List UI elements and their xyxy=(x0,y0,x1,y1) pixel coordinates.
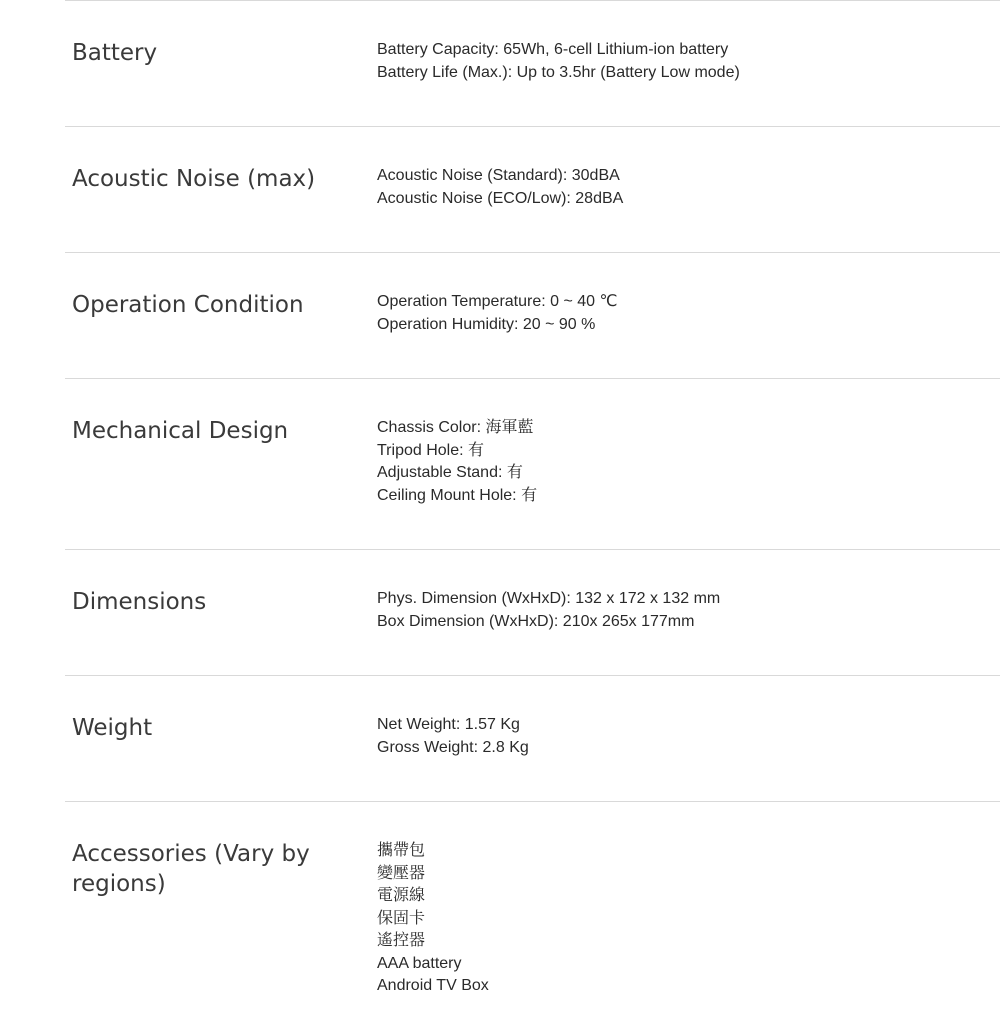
spec-value: Ceiling Mount Hole: 有 xyxy=(377,486,538,504)
spec-value: 電源線 xyxy=(377,887,426,904)
spec-value: Battery Capacity: 65Wh, 6-cell Lithium-ion battery xyxy=(377,41,729,58)
spec-value: 遙控器 xyxy=(377,932,426,949)
spec-value: Tripod Hole: 有 xyxy=(377,441,485,459)
spec-value: Acoustic Noise (ECO/Low): 28dBA xyxy=(377,189,624,207)
spec-value: 變壓器 xyxy=(377,864,426,882)
spec-values xyxy=(377,588,720,633)
spec-values xyxy=(377,165,623,210)
spec-row-accessories xyxy=(65,801,1000,1026)
spec-values xyxy=(377,714,529,759)
spec-name: Accessories (Vary by regions) xyxy=(72,841,310,897)
spec-value: Gross Weight: 2.8 Kg xyxy=(377,738,529,756)
spec-row-dimensions xyxy=(65,549,1000,675)
spec-value: Operation Humidity: 20 ~ 90 % xyxy=(377,315,596,333)
spec-value: Phys. Dimension (WxHxD): 132 x 172 x 132 mm xyxy=(377,590,721,607)
spec-value: Acoustic Noise (Standard): 30dBA xyxy=(377,167,620,184)
spec-row-acoustic-noise xyxy=(65,126,1000,252)
spec-name: Battery xyxy=(72,40,158,66)
spec-row-battery xyxy=(65,0,1000,126)
spec-value: 攜帶包 xyxy=(377,842,426,859)
spec-value: Net Weight: 1.57 Kg xyxy=(377,716,520,733)
spec-values xyxy=(377,39,740,84)
spec-values xyxy=(377,840,489,998)
spec-row-mechanical-design xyxy=(65,378,1000,549)
spec-value: Adjustable Stand: 有 xyxy=(377,464,523,481)
spec-row-operation-condition xyxy=(65,252,1000,378)
spec-value: Chassis Color: 海軍藍 xyxy=(377,419,534,436)
spec-row-weight xyxy=(65,675,1000,801)
spec-table xyxy=(65,0,1000,1026)
spec-value: Android TV Box xyxy=(377,977,489,994)
spec-name: Operation Condition xyxy=(72,292,304,318)
spec-name: Acoustic Noise (max) xyxy=(72,166,316,192)
spec-name: Dimensions xyxy=(72,589,207,615)
spec-name: Weight xyxy=(72,715,153,741)
spec-name: Mechanical Design xyxy=(72,418,289,444)
spec-value: Box Dimension (WxHxD): 210x 265x 177mm xyxy=(377,612,695,630)
spec-value: Operation Temperature: 0 ~ 40 ℃ xyxy=(377,293,618,310)
spec-values xyxy=(377,417,537,507)
spec-value: AAA battery xyxy=(377,954,462,972)
spec-value: Battery Life (Max.): Up to 3.5hr (Battery Low mode) xyxy=(377,63,740,81)
spec-values xyxy=(377,291,617,336)
spec-value: 保固卡 xyxy=(377,909,426,927)
